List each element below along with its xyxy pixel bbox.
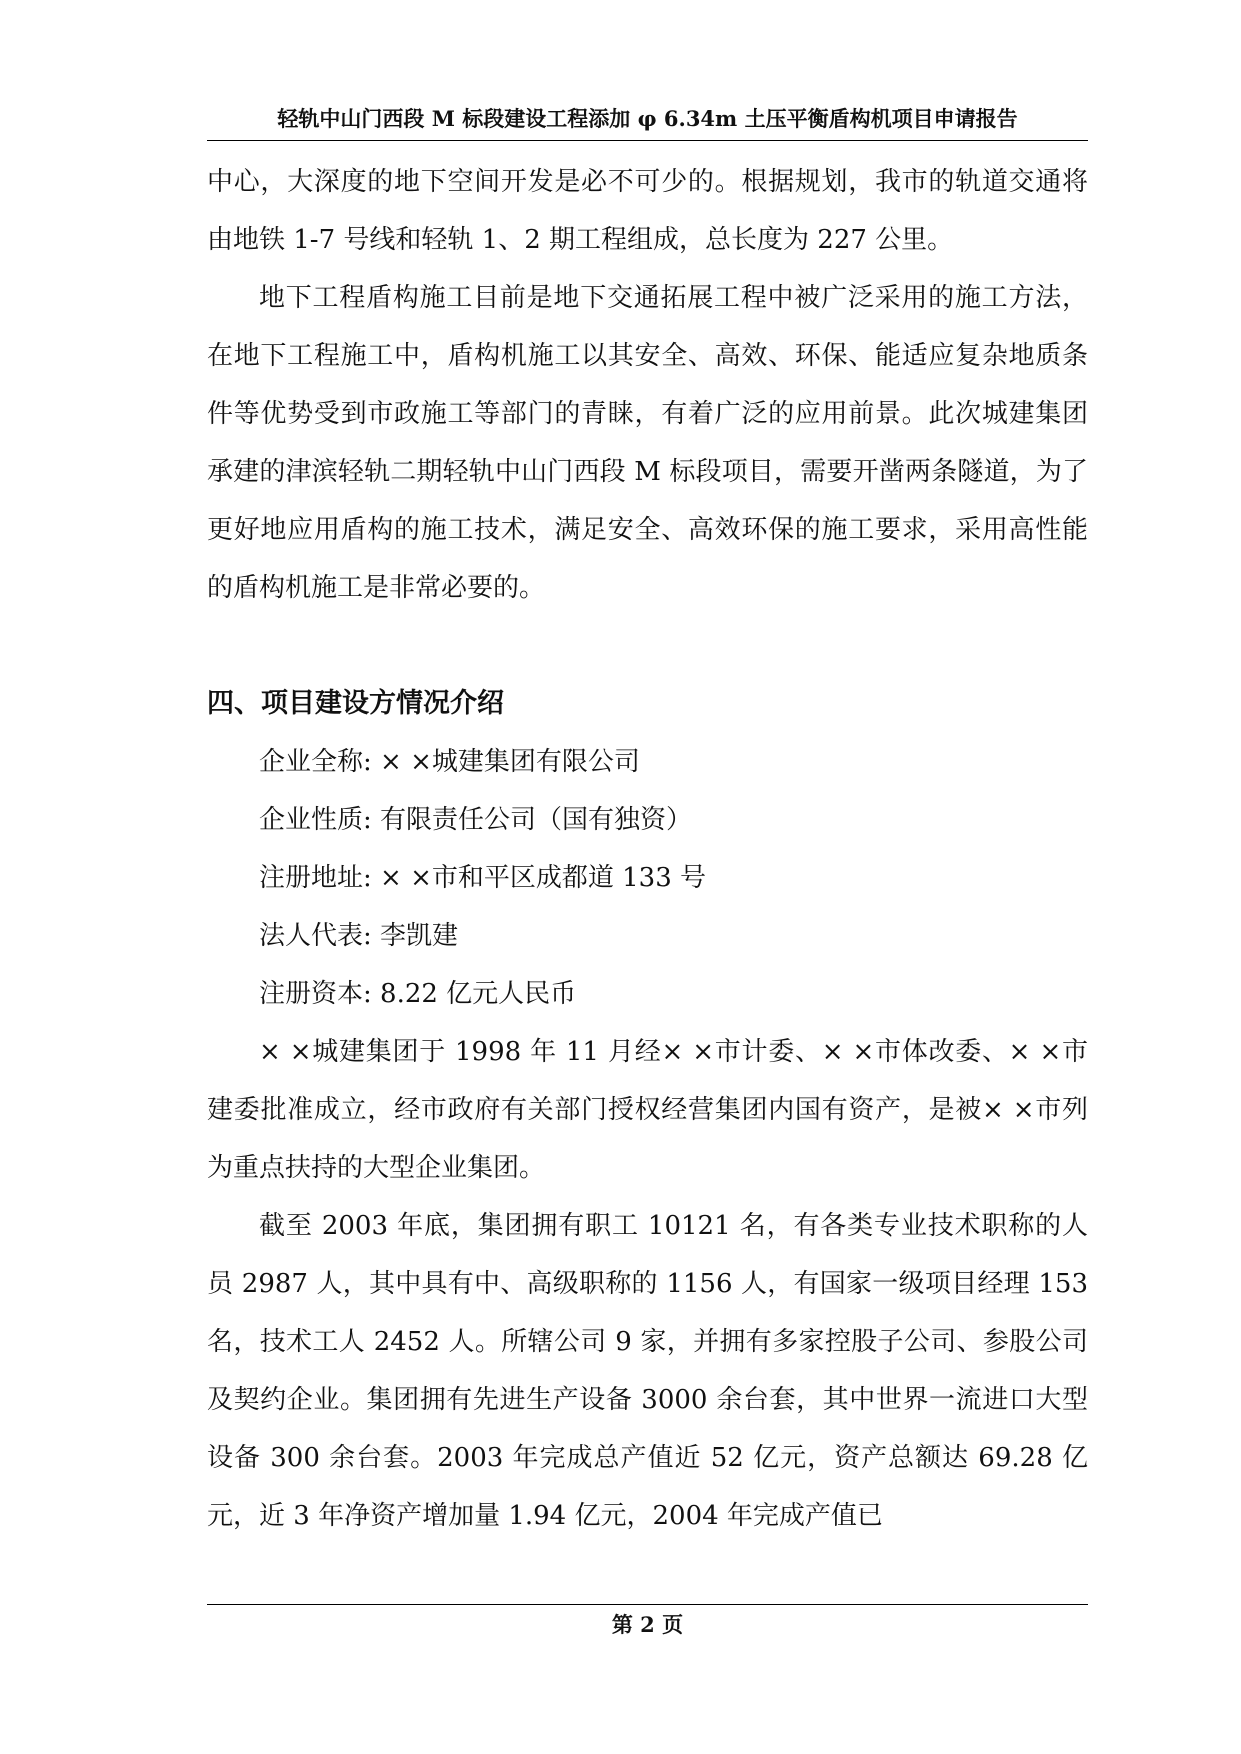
info-company-type — [207, 791, 1088, 849]
paragraph-company-founding: × ×城建集团于 1998 年 11 月经× ×市计委、× ×市体改委、× ×市建委批准成立，经市政府有关部门授权经营集团内国有资产，是被× ×市列为重点扶持的大型企业集团。 — [207, 1037, 1088, 1183]
info-registered-address — [207, 849, 1088, 907]
info-value: 8.22 亿元人民币 — [380, 979, 577, 1009]
info-value: × ×市和平区成都道 133 号 — [380, 863, 707, 893]
paragraph-continuation: 中心，大深度的地下空间开发是必不可少的。根据规划，我市的轨道交通将由地铁 1-7 号线和轻轨 1、2 期工程组成，总长度为 227 公里。 — [207, 167, 1088, 255]
running-header — [207, 104, 1088, 141]
report-title: 轻轨中山门西段 M 标段建设工程添加 φ 6.34m 土压平衡盾构机项目申请报告 — [277, 106, 1018, 131]
info-label: 注册地址: — [259, 863, 372, 893]
info-value: 有限责任公司（国有独资） — [380, 805, 693, 835]
document-body — [207, 153, 1088, 1545]
info-value: × ×城建集团有限公司 — [380, 747, 640, 777]
info-company-name — [207, 733, 1088, 791]
info-label: 企业全称: — [259, 747, 372, 777]
info-registered-capital — [207, 965, 1088, 1023]
info-label: 法人代表: — [259, 921, 372, 951]
info-value: 李凯建 — [380, 921, 459, 951]
section-heading: 四、项目建设方情况介绍 — [207, 688, 504, 719]
info-label: 注册资本: — [259, 979, 372, 1009]
footer-rule — [207, 1604, 1088, 1605]
page-number: 第 2 页 — [611, 1612, 684, 1637]
info-legal-representative — [207, 907, 1088, 965]
info-label: 企业性质: — [259, 805, 372, 835]
paragraph-company-stats: 截至 2003 年底，集团拥有职工 10121 名，有各类专业技术职称的人员 2987 人，其中具有中、高级职称的 1156 人，有国家一级项目经理 153 名，技术工人 2452 人。所辖公司 9 家，并拥有多家控股子公司、参股公司及契约企业。集团拥有先进生产设备 3000 余台套，其中世界一流进口大型设备 300 余台套。2003 年完成总产值近 52 亿元，资产总额达 69.28 亿元，近 3 年净资产增加量 1.94 亿元，2004 年完成产值已 — [207, 1211, 1088, 1531]
paragraph-shield-construction: 地下工程盾构施工目前是地下交通拓展工程中被广泛采用的施工方法，在地下工程施工中，盾构机施工以其安全、高效、环保、能适应复杂地质条件等优势受到市政施工等部门的青睐，有着广泛的应用前景。此次城建集团承建的津滨轻轨二期轻轨中山门西段 M 标段项目，需要开凿两条隧道，为了更好地应用盾构的施工技术，满足安全、高效环保的施工要求，采用高性能的盾构机施工是非常必要的。 — [207, 283, 1088, 603]
